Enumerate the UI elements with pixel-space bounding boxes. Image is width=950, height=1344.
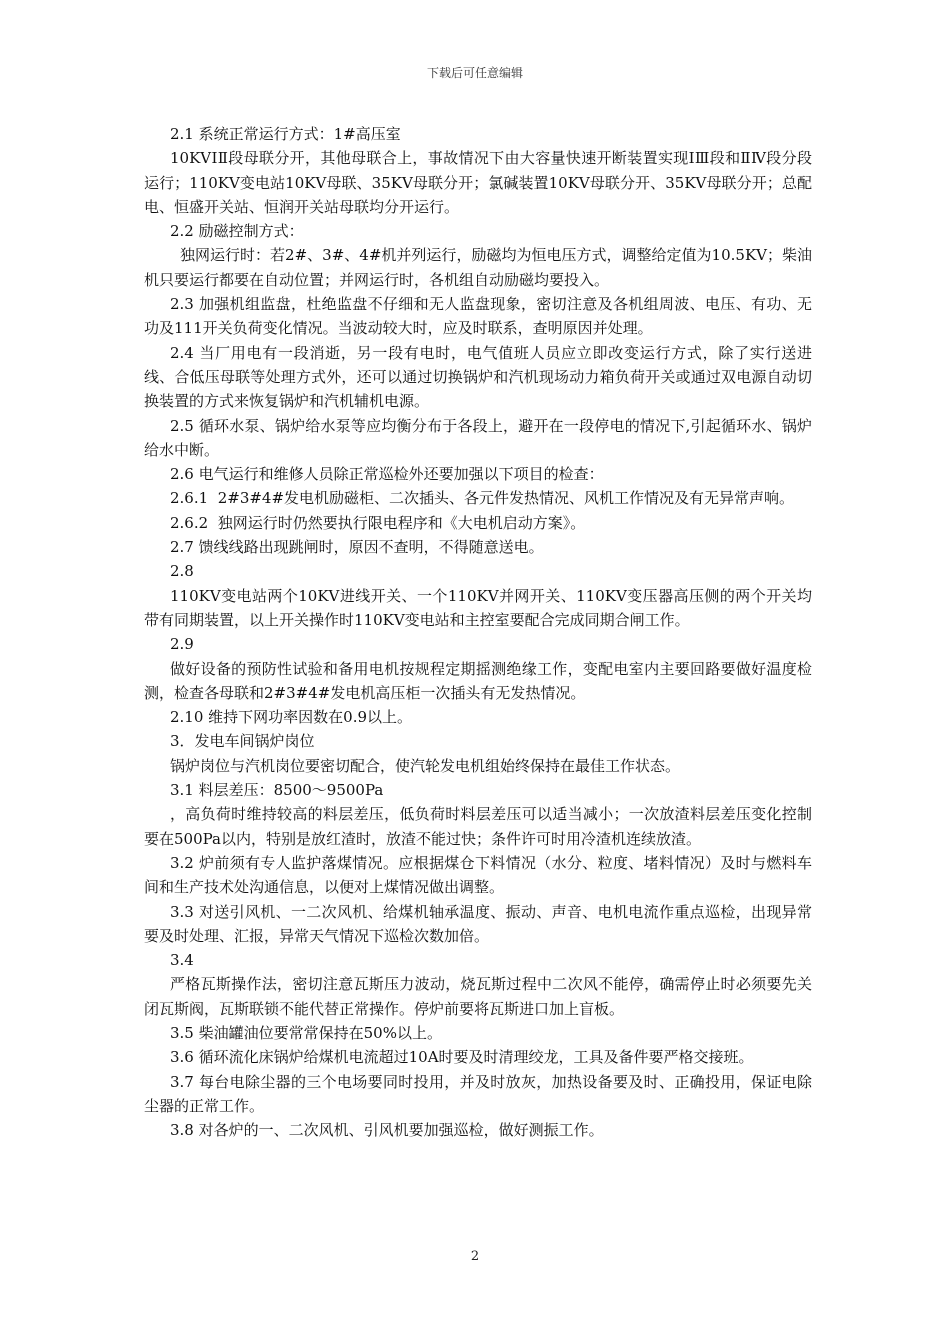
paragraph: 3.1 料层差压：8500～9500Pa — [170, 781, 384, 800]
paragraph: 锅炉岗位与汽机岗位要密切配合，使汽轮发电机组始终保持在最佳工作状态。 — [170, 756, 681, 775]
paragraph: 2.8 — [170, 562, 194, 581]
paragraph: 2.9 — [170, 635, 194, 654]
paragraph: 2.7 馈线线路出现跳闸时，原因不查明，不得随意送电。 — [170, 538, 544, 557]
paragraph: 2.6.2 独网运行时仍然要执行限电程序和《大电机启动方案》。 — [170, 513, 586, 532]
paragraph: 3.7 每台电除尘器的三个电场要同时投用，并及时放灰，加热设备要及时、正确投用，保证电除尘器的正常工作。 — [144, 1072, 812, 1115]
paragraph: 10KVⅠⅡ段母联分开，其他母联合上，事故情况下由大容量快速开断装置实现ⅠⅢ段和ⅡⅣ段分段运行；110KV变电站10KV母联、35KV母联分开；氯碱装置10KV母联分开、35KV母联分开；总配电、恒盛开关站、恒润开关站母联均分开运行。 — [144, 149, 812, 216]
paragraph: 3.8 对各炉的一、二次风机、引风机要加强巡检，做好测振工作。 — [170, 1121, 604, 1140]
paragraph: 严格瓦斯操作法，密切注意瓦斯压力波动，烧瓦斯过程中二次风不能停，确需停止时必须要先关闭瓦斯阀，瓦斯联锁不能代替正常操作。停炉前要将瓦斯进口加上盲板。 — [144, 975, 812, 1018]
paragraph: 2.6.1 2#3#4#发电机励磁柜、二次插头、各元件发热情况、风机工作情况及有无异常声响。 — [170, 489, 795, 508]
paragraph: ，高负荷时维持较高的料层差压，低负荷时料层差压可以适当减小；一次放渣料层差压变化控制要在500Pa以内，特别是放红渣时，放渣不能过快；条件许可时用冷渣机连续放渣。 — [144, 805, 812, 848]
paragraph: 3.3 对送引风机、一二次风机、给煤机轴承温度、振动、声音、电机电流作重点巡检，出现异常要及时处理、汇报，异常天气情况下巡检次数加倍。 — [144, 902, 812, 945]
paragraph: 3.4 — [170, 951, 194, 970]
paragraph: 2.6 电气运行和维修人员除正常巡检外还要加强以下项目的检查： — [170, 465, 604, 484]
paragraph: 2.1 系统正常运行方式：1#高压室 — [170, 125, 401, 143]
paragraph: 3.6 循环流化床锅炉给煤机电流超过10A时要及时清理绞龙，工具及备件要严格交接班。 — [170, 1048, 754, 1067]
paragraph: 3.2 炉前须有专人监护落煤情况。应根据煤仓下料情况（水分、粒度、堵料情况）及时与燃料车间和生产技术处沟通信息，以便对上煤情况做出调整。 — [144, 853, 812, 897]
document-body — [144, 122, 812, 1142]
paragraph: 2.4 当厂用电有一段消逝，另一段有电时，电气值班人员应立即改变运行方式，除了实行送进线、合低压母联等处理方式外，还可以通过切换锅炉和汽机现场动力箱负荷开关或通过双电源自动切换装置的方式来恢复锅炉和汽机辅机电源。 — [144, 343, 812, 411]
paragraph: 做好设备的预防性试验和备用电机按规程定期摇测绝缘工作，变配电室内主要回路要做好温度检测，检查各母联和2#3#4#发电机高压柜一次插头有无发热情况。 — [144, 659, 812, 702]
paragraph: 3.5 柴油罐油位要常常保持在50%以上。 — [170, 1023, 442, 1042]
section-heading: 3．发电车间锅炉岗位 — [170, 732, 315, 751]
paragraph: 2.5 循环水泵、锅炉给水泵等应均衡分布于各段上，避开在一段停电的情况下,引起循环水、锅炉给水中断。 — [144, 416, 812, 459]
page-number: 2 — [470, 1249, 480, 1264]
page-header: 下载后可任意编辑 — [426, 66, 523, 80]
paragraph: 独网运行时：若2#、3#、4#机并列运行，励磁均为恒电压方式，调整给定值为10.5KV；柴油机只要运行都要在自动位置；并网运行时，各机组自动励磁均要投入。 — [144, 246, 812, 289]
paragraph: 2.2 励磁控制方式： — [170, 222, 304, 241]
paragraph: 110KV变电站两个10KV进线开关、一个110KV并网开关、110KV变压器高压侧的两个开关均带有同期装置，以上开关操作时110KV变电站和主控室要配合完成同期合闸工作。 — [144, 586, 812, 629]
paragraph: 2.3 加强机组监盘，杜绝监盘不仔细和无人监盘现象，密切注意及各机组周波、电压、有功、无功及111开关负荷变化情况。当波动较大时，应及时联系，查明原因并处理。 — [144, 295, 812, 338]
paragraph: 2.10 维持下网功率因数在0.9以上。 — [170, 708, 413, 727]
